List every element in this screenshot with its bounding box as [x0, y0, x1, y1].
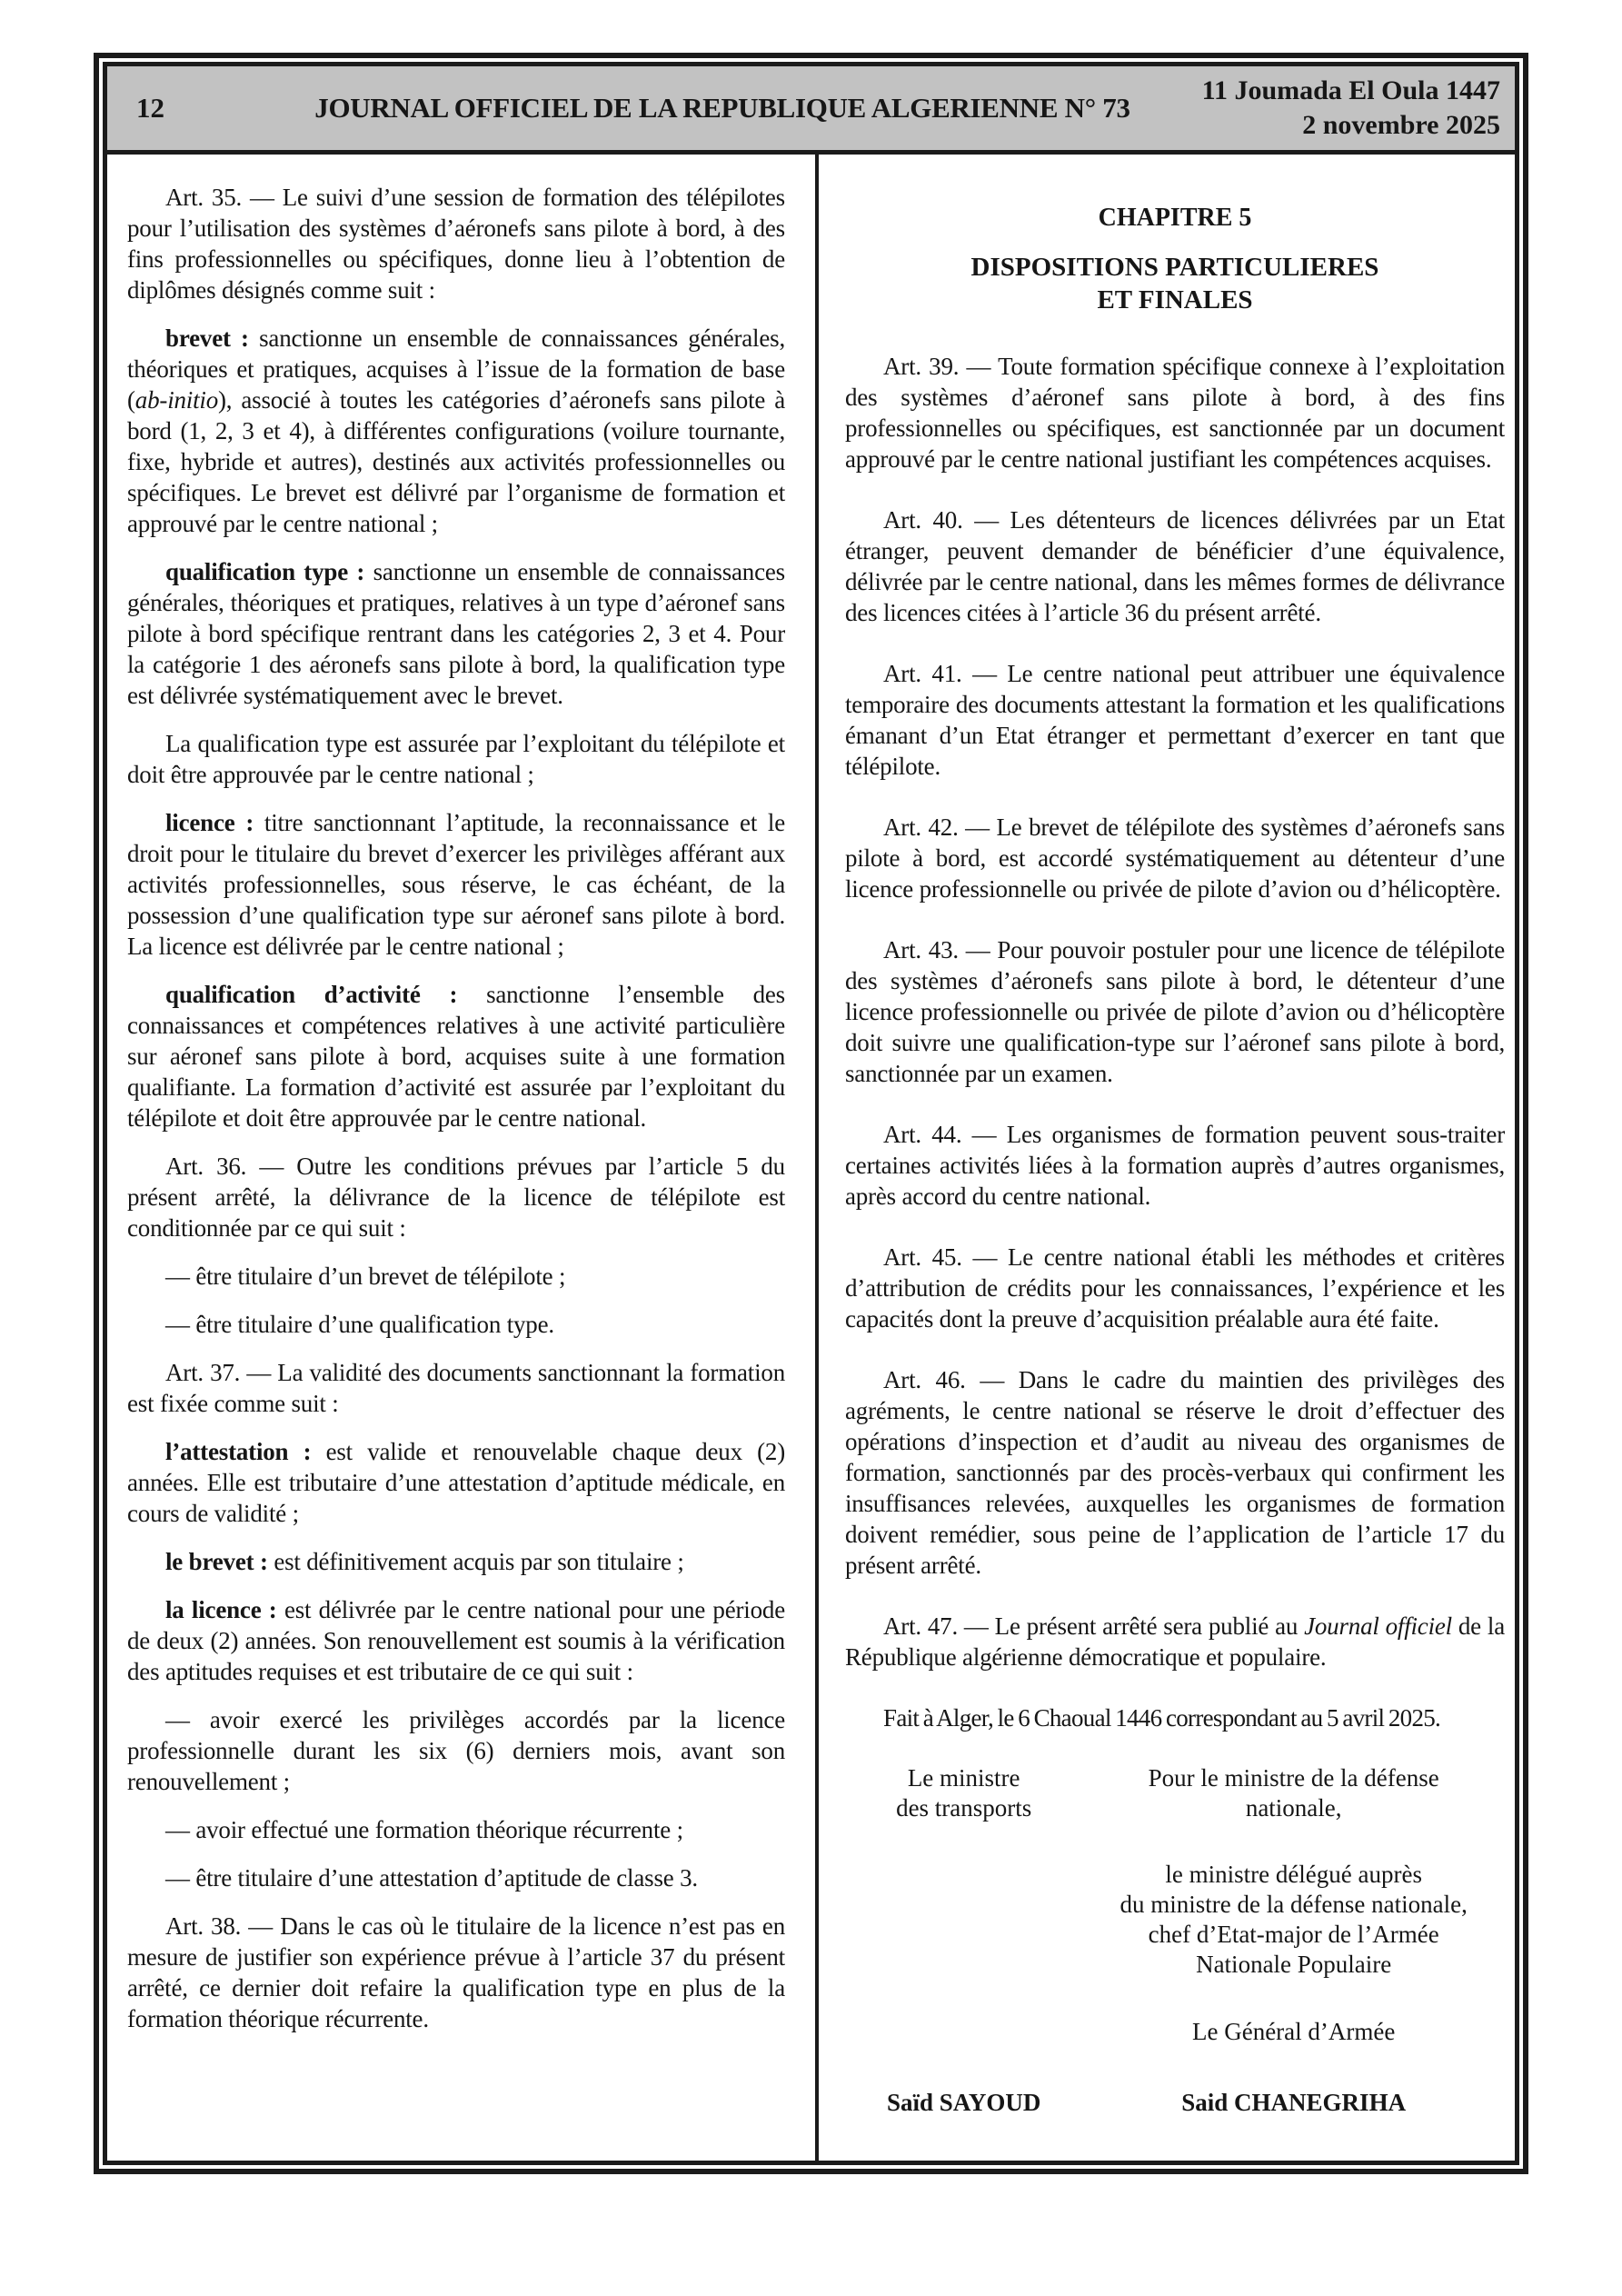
paragraph — [845, 1119, 1505, 1212]
text-run: La qualification type est assurée par l’exploitant du télépilote et doit être approuvée par le centre national ; — [127, 730, 785, 788]
paragraph — [127, 1594, 785, 1687]
header-dates — [1201, 74, 1515, 143]
paragraph — [127, 1814, 785, 1845]
text-run: Art. 43. — Pour pouvoir postuler pour une licence de télépilote des systèmes d’aéronefs sans pilote à bord, le détenteur d’une licence professionnelle ou privée de pilote d’avion ou d’hélicoptère doit suivre une qualification-type sur l’aéronef sans pilote à bord, sanctionnée par un examen. — [845, 936, 1505, 1087]
text-run: Journal officiel — [1304, 1612, 1452, 1640]
right-column — [845, 182, 1505, 2118]
signature-role-left-line2: des transports — [896, 1794, 1032, 1822]
text-run: — être titulaire d’un brevet de télépilote ; — [165, 1263, 566, 1290]
chapter-title-line2: ET FINALES — [1097, 285, 1253, 314]
signature-delegate-line1: le ministre délégué auprès — [1165, 1861, 1422, 1888]
paragraph — [127, 1546, 785, 1577]
signature-delegate-line3: chef d’Etat-major de l’Armée — [1148, 1921, 1439, 1948]
signature-name-right: Said CHANEGRIHA — [1181, 2089, 1407, 2116]
text-run: Art. 37. — La validité des documents sanctionnant la formation est fixée comme suit : — [127, 1359, 785, 1417]
chapter-label: CHAPITRE 5 — [1098, 204, 1252, 232]
paragraph — [845, 351, 1505, 474]
text-run: — être titulaire d’une attestation d’aptitude de classe 3. — [165, 1864, 698, 1892]
text-run: sanctionne un ensemble de connaissances générales, théoriques et pratiques, relatives à un type d’aéronef sans pilote à bord spécifique rentrant dans les catégories 2, 3 et 4. Pour la catégorie 1 des aéronefs sans pilote à bord, la qualification type est délivrée systématiquement avec le brevet. — [127, 558, 785, 709]
paragraph — [845, 934, 1505, 1089]
text-run: est définitivement acquis par son titulaire ; — [274, 1548, 684, 1575]
signature-role-left-line1: Le ministre — [907, 1764, 1020, 1792]
text-run: le brevet : — [165, 1548, 274, 1575]
paragraph — [127, 1151, 785, 1243]
paragraph — [845, 1242, 1505, 1334]
text-run: ), associé à toutes les catégories d’aéronefs sans pilote à bord (1, 2, 3 et 4), à différentes configurations (voilure tournante, fixe, hybride et autres), destinés aux activités professionnelles ou spécifiques. Le brevet est délivré par l’organisme de formation et approuvé par le centre national ; — [127, 386, 785, 537]
paragraph — [127, 182, 785, 305]
signature-roles-row — [845, 1763, 1505, 1823]
text-run: de la République algérienne démocratique et populaire. — [845, 1612, 1505, 1671]
text-run: est délivrée par le centre national pour une période de deux (2) années. Son renouvellement est soumis à la vérification des aptitudes requises et est tributaire de ce qui suit : — [127, 1596, 785, 1685]
text-run: Art. 45. — Le centre national établi les méthodes et critères d’attribution de crédits pour les connaissances, l’expérience et les capacités dont la preuve d’acquisition préalable aura été faite. — [845, 1243, 1505, 1333]
paragraph — [127, 979, 785, 1133]
page-frame-inner — [103, 62, 1519, 2165]
signature-role-left — [845, 1763, 1082, 1823]
text-run: — avoir effectué une formation théorique récurrente ; — [165, 1816, 683, 1843]
text-run: Art. 39. — Toute formation spécifique connexe à l’exploitation des systèmes d’aéronef sans pilote à bord, à des fins professionnelles ou spécifiques, est sanctionnée par un document approuvé par le centre national justifiant les compétences acquises. — [845, 353, 1505, 473]
date-gregorian: 2 novembre 2025 — [1302, 110, 1500, 140]
chapter-title-line1: DISPOSITIONS PARTICULIERES — [970, 253, 1379, 282]
paragraph — [845, 812, 1505, 904]
signature-delegate-line4: Nationale Populaire — [1196, 1951, 1392, 1978]
paragraph — [127, 1309, 785, 1340]
text-run: qualification d’activité : — [165, 981, 487, 1008]
journal-title: JOURNAL OFFICIEL DE LA REPUBLIQUE ALGERIENNE N° 73 — [314, 92, 1130, 124]
text-run: Art. 47. — Le présent arrêté sera publié au — [883, 1612, 1305, 1640]
paragraph — [127, 1862, 785, 1893]
text-run: Fait à Alger, le 6 Chaoual 1446 correspondant au 5 avril 2025. — [883, 1704, 1441, 1732]
paragraph — [127, 1436, 785, 1529]
text-run: — avoir exercé les privilèges accordés par la licence professionnelle durant les six (6) derniers mois, avant son renouvellement ; — [127, 1706, 785, 1795]
signature-role-right — [1082, 1763, 1505, 1823]
signature-name-left: Saïd SAYOUD — [887, 2089, 1041, 2116]
page-number: 12 — [136, 92, 164, 124]
signature-block — [845, 1763, 1505, 2118]
chapter-title — [845, 251, 1505, 316]
text-run: — être titulaire d’une qualification type. — [165, 1311, 554, 1338]
text-run: ab-initio — [134, 386, 218, 414]
paragraph — [127, 807, 785, 962]
text-run: la licence : — [165, 1596, 284, 1623]
page-frame — [94, 53, 1528, 2174]
text-run: est valide et renouvelable chaque deux (2) années. Elle est tributaire d’une attestation d’aptitude médicale, en cours de validité ; — [127, 1438, 785, 1527]
right-column-articles — [845, 351, 1505, 1733]
paragraph — [127, 728, 785, 790]
text-run: qualification type : — [165, 558, 373, 585]
paragraph — [845, 1611, 1505, 1672]
signature-names-row — [845, 2088, 1505, 2118]
paragraph — [127, 1704, 785, 1797]
page-header — [107, 66, 1515, 155]
paragraph — [127, 1911, 785, 2034]
text-run: brevet : — [165, 324, 260, 352]
text-run: Art. 35. — Le suivi d’une session de formation des télépilotes pour l’utilisation des systèmes d’aéronefs sans pilote à bord, à des fins professionnelles ou spécifiques, donne lieu à l’obtention de diplômes désignés comme suit : — [127, 184, 785, 304]
text-run: titre sanctionnant l’aptitude, la reconnaissance et le droit pour le titulaire du brevet d’exercer les privilèges afférant aux activités professionnelles, sous réserve, le cas échéant, de la possession d’une qualification type sur aéronef sans pilote à bord. La licence est délivrée par le centre national ; — [127, 809, 785, 960]
paragraph — [845, 1364, 1505, 1581]
paragraph — [127, 556, 785, 711]
signature-rank: Le Général d’Armée — [1191, 2018, 1396, 2045]
text-run: Art. 36. — Outre les conditions prévues par l’article 5 du présent arrêté, la délivrance de la licence de télépilote est conditionnée par ce qui suit : — [127, 1153, 785, 1242]
paragraph — [845, 504, 1505, 628]
page-body — [107, 155, 1515, 2161]
text-run: Art. 41. — Le centre national peut attribuer une équivalence temporaire des documents attestant la formation et les qualifications émanant d’un Etat étranger et permettant d’exercer en tant que télépilote. — [845, 660, 1505, 780]
text-run: Art. 40. — Les détenteurs de licences délivrées par un Etat étranger, peuvent demander de bénéficier d’une équivalence, délivrée par le centre national, dans les mêmes formes de délivrance des licences citées à l’article 36 du présent arrêté. — [845, 506, 1505, 626]
signature-role-right-line2: nationale, — [1245, 1794, 1342, 1822]
paragraph — [127, 323, 785, 539]
signature-delegate-title — [1082, 1860, 1505, 1980]
text-run: Art. 42. — Le brevet de télépilote des systèmes d’aéronefs sans pilote à bord, est accordé systématiquement au détenteur d’une licence professionnelle ou privée de pilote d’avion ou d’hélicoptère. — [845, 814, 1505, 903]
paragraph — [127, 1261, 785, 1292]
left-column — [127, 182, 785, 2051]
signature-role-right-line1: Pour le ministre de la défense — [1148, 1764, 1439, 1792]
text-run: sanctionne un ensemble de connaissances générales, théoriques et pratiques, acquises à l’issue de la formation de base ( — [127, 324, 785, 414]
text-run: sanctionne l’ensemble des connaissances et compétences relatives à une activité particulière sur aéronef sans pilote à bord, acquises suite à une formation qualifiante. La formation d’activité est assurée par l’exploitant du télépilote et doit être approuvée par le centre national. — [127, 981, 785, 1132]
paragraph — [845, 658, 1505, 782]
paragraph — [127, 1357, 785, 1419]
column-divider — [815, 155, 819, 2161]
signature-delegate-line2: du ministre de la défense nationale, — [1119, 1891, 1468, 1918]
text-run: l’attestation : — [165, 1438, 326, 1465]
text-run: Art. 44. — Les organismes de formation peuvent sous-traiter certaines activités liées à la formation auprès d’autres organismes, après accord du centre national. — [845, 1121, 1505, 1210]
text-run: Art. 38. — Dans le cas où le titulaire de la licence n’est pas en mesure de justifier son expérience prévue à l’article 37 du présent arrêté, ce dernier doit refaire la qualification type en plus de la formation théorique récurrente. — [127, 1912, 785, 2032]
date-hijri: 11 Joumada El Oula 1447 — [1201, 75, 1500, 105]
text-run: Art. 46. — Dans le cadre du maintien des privilèges des agréments, le centre national se réserve le droit d’effectuer des opérations d’inspection et d’audit au niveau des organismes de formation, sanctionnés par des procès-verbaux qui confirment les insuffisances relevées, auxquelles les organismes de formation doivent remédier, sous peine de l’application de l’article 17 du présent arrêté. — [845, 1366, 1505, 1579]
text-run: licence : — [165, 809, 264, 836]
paragraph — [845, 1702, 1505, 1733]
